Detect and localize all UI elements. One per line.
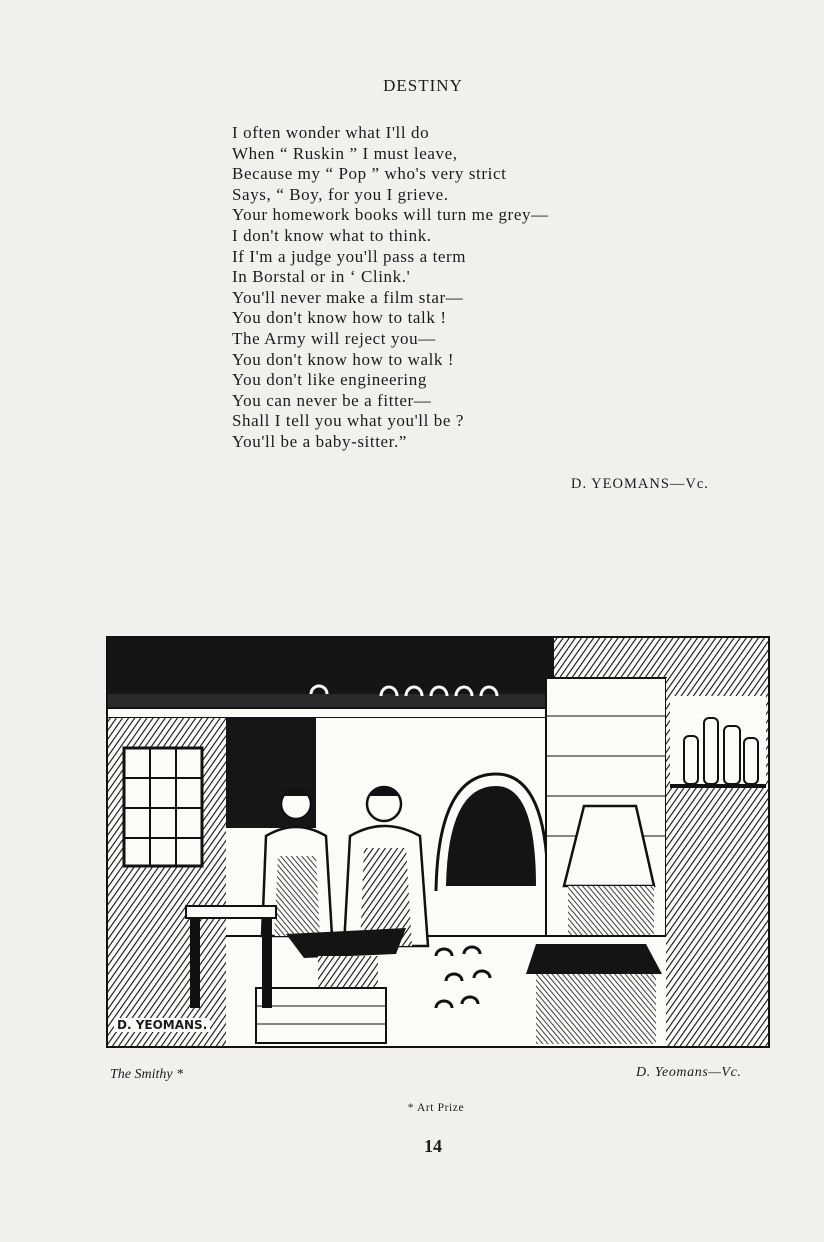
poem-body: [232, 123, 549, 453]
poem-line: I don't know what to think.: [232, 225, 432, 245]
artist-signature: D. YEOMANS.: [114, 1018, 210, 1032]
poem-line: You'll be a baby-sitter.”: [232, 431, 407, 451]
poem-line: In Borstal or in ‘ Clink.': [232, 267, 411, 287]
poem-line: Shall I tell you what you'll be ?: [232, 411, 465, 431]
poem-line: Because my “ Pop ” who's very strict: [232, 164, 507, 184]
illustration-credit: D. Yeomans—Vc.: [636, 1065, 742, 1080]
poem-line: The Army will reject you—: [232, 328, 436, 348]
smithy-illustration: [106, 636, 770, 1048]
poem-line: If I'm a judge you'll pass a term: [232, 246, 467, 266]
poem-line: You don't know how to talk !: [232, 308, 447, 328]
window: [124, 748, 202, 866]
poem-line: When “ Ruskin ” I must leave,: [232, 143, 458, 163]
poem-line: Your homework books will turn me grey—: [232, 205, 549, 225]
poem-line: You don't know how to walk !: [232, 349, 455, 369]
poem-line: You don't like engineering: [232, 370, 427, 390]
poem-line: You'll never make a film star—: [232, 287, 464, 307]
forge-chimney: [546, 678, 666, 948]
poem-title: DESTINY: [383, 76, 463, 95]
poem-line: I often wonder what I'll do: [232, 123, 430, 142]
illustration-caption: The Smithy *: [110, 1067, 184, 1082]
poem-author: D. YEOMANS—Vc.: [571, 476, 709, 492]
poem-line: You can never be a fitter—: [232, 390, 432, 410]
poem-line: Says, “ Boy, for you I grieve.: [232, 184, 449, 204]
page-number: 14: [424, 1136, 442, 1156]
footnote: * Art Prize: [407, 1102, 465, 1114]
